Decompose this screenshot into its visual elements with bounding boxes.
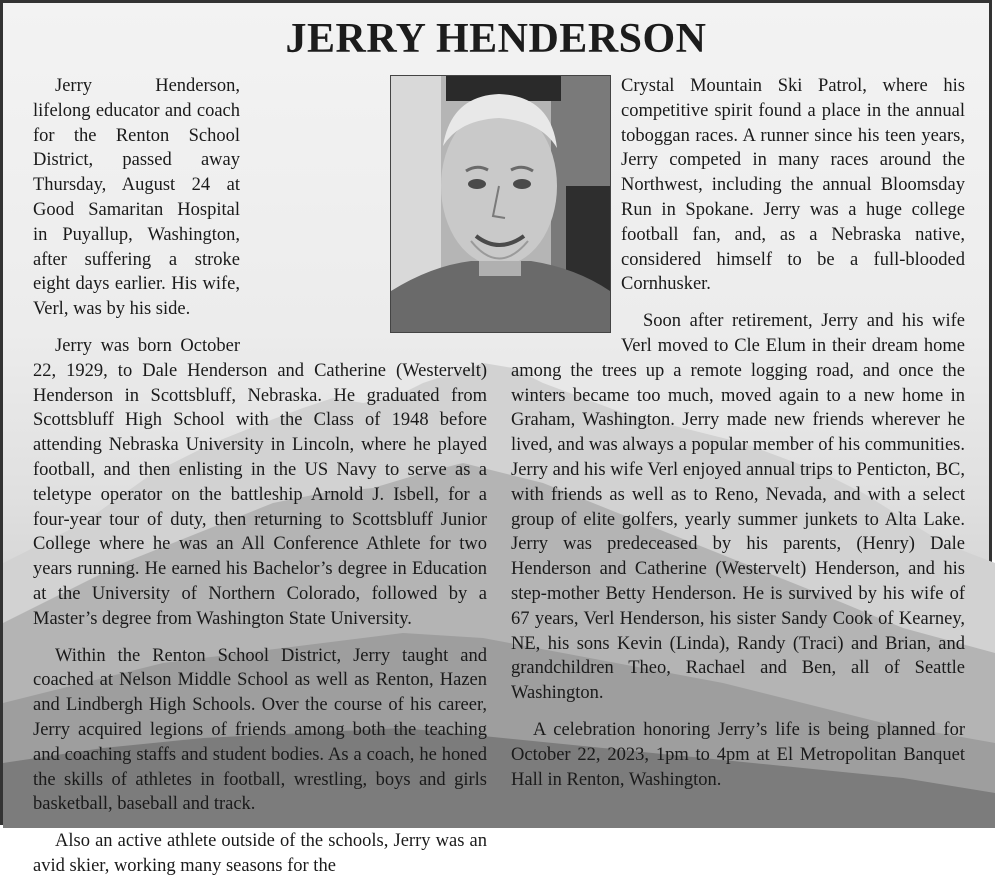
right-column [511,74,965,804]
paragraph-athlete-continued: Crystal Mountain Ski Patrol, where his competitive spirit found a place in the annual toboggan races. A runner since his teen years, Jerry competed in many races around the Northwest, including the annual Bloomsday Run in Spokane. Jerry was a huge college football fan, and, as a Nebraska native, considered himself to be a full-blooded Cornhusker. [621,76,965,295]
paragraph-career: Within the Renton School District, Jerry taught and coached at Nelson Middle School as well as Renton, Hazen and Lindbergh High Schools. Over the course of his career, Jerry acquired legions of friends among both the teaching and coaching staffs and student bodies. As a coach, he honed the skills of athletes in football, wrestling, boys and girls basketball, baseball and track. [33,645,487,815]
paragraph-early-life: Jerry was born October 22, 1929, to Dale Henderson and Catherine (Westervelt) Henderson in Scottsbluff, Nebraska. He graduated from Scottsbluff High School with the Class of 1948 before attending Nebraska University in Lincoln, where he played football, and then enlisting in the US Navy to serve as a teletype operator on the battleship Arnold J. Isbell, for a four-year tour of duty, then returning to Scottsbluff Junior College where he was an All Conference Athlete for two years running. He earned his Bachelor’s degree in Education at the University of Northern Colorado, followed by a Master’s degree from Washington State University. [33,335,487,629]
paragraph-retirement: Soon after retirement, Jerry and his wife Verl moved to Cle Elum in their dream home among the trees up a remote logging road, and once the winters became too much, moved again to a new home in Graham, Washington. Jerry made new friends wherever he lived, and was always a popular member of his communities. Jerry and his wife Verl enjoyed annual trips to Penticton, BC, with friends as well as to Reno, Nevada, and with a select group of elite golfers, yearly summer junkets to Alta Lake. Jerry was predeceased by his parents, (Henry) Dale Henderson and Catherine (Westervelt) Henderson, and his step-mother Betty Henderson. He is survived by his wife of 67 years, Verl Henderson, his sister Sandy Cook of Kearney, NE, his sons Kevin (Linda), Randy (Traci) and Brian, and grandchildren Theo, Rachael and Ben, all of Seattle Washington. [511,311,965,704]
photo-space-right [511,74,621,342]
left-column [33,74,487,891]
photo-space [252,68,491,332]
paragraph-intro: Jerry Henderson, lifelong educator and coach for the Renton School District, passed away Thursday, August 24 at Good Samaritan Hospital in Puyallup, Washington, after suffering a stroke eight days earlier. His wife, Verl, was by his side. [33,76,240,320]
paragraph-celebration: A celebration honoring Jerry’s life is being planned for October 22, 2023, 1pm to 4pm at El Metropolitan Banquet Hall in Renton, Washington. [511,719,965,790]
obituary-title: JERRY HENDERSON [285,16,707,62]
paragraph-athlete: Also an active athlete outside of the schools, Jerry was an avid skier, working many seasons for the [33,831,487,876]
